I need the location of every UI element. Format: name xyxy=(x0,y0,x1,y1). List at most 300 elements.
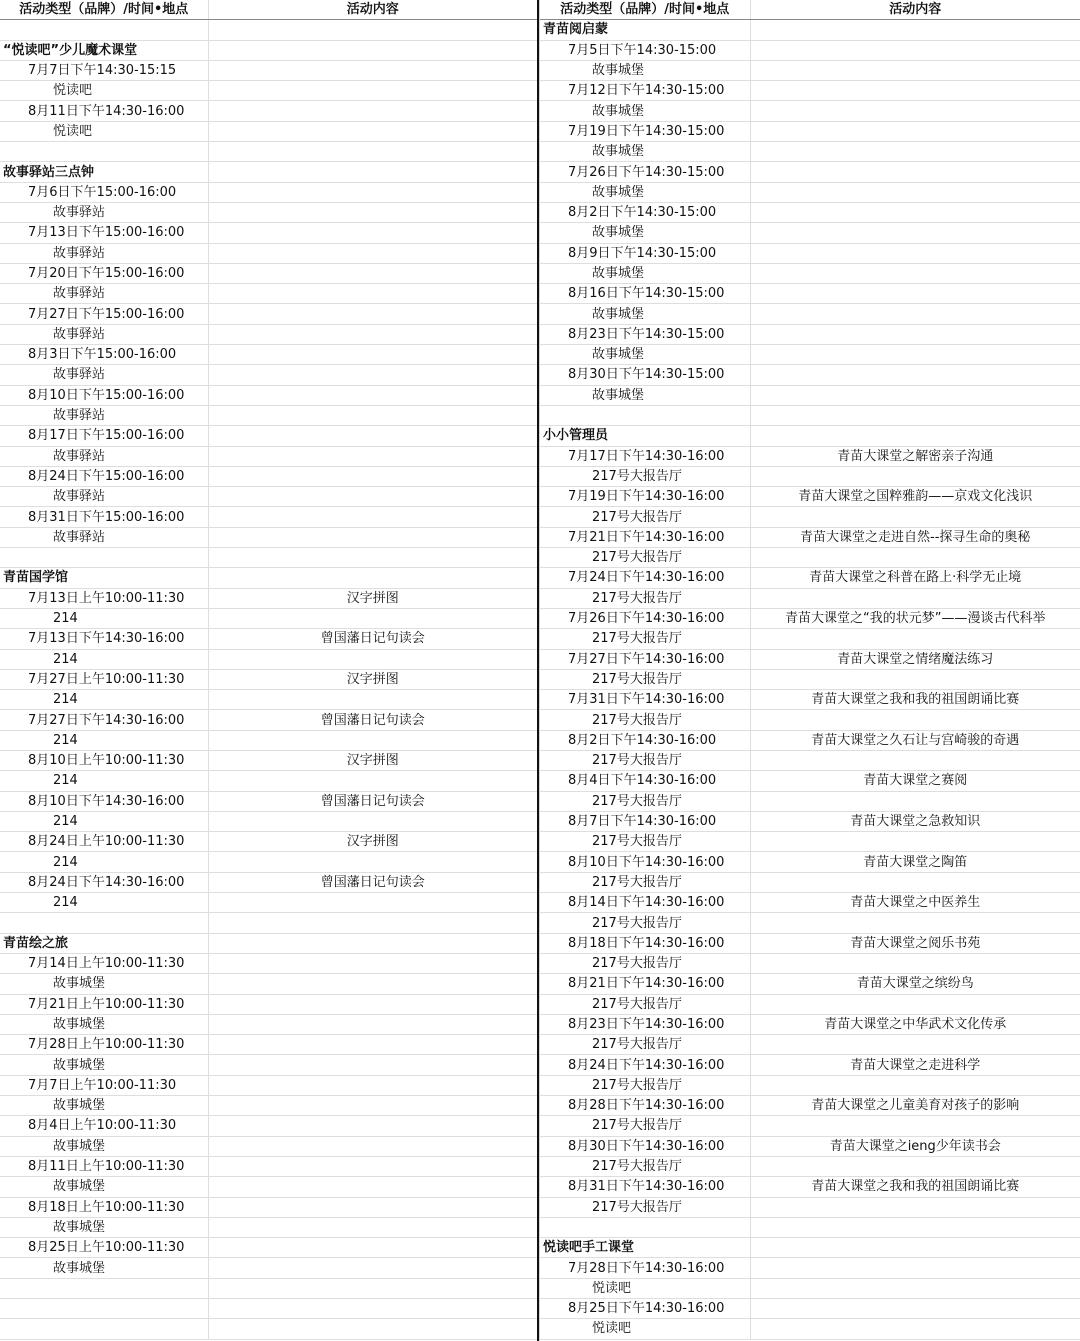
schedule-cell-type-time-place: 8月2日下午14:30-16:00 xyxy=(540,730,750,750)
schedule-row-place xyxy=(540,1116,1080,1136)
schedule-cell-content xyxy=(208,182,537,202)
schedule-cell-type-time-place: 214 xyxy=(0,771,208,791)
schedule-cell-content xyxy=(750,426,1080,446)
schedule-row-place xyxy=(0,690,537,710)
schedule-row-time xyxy=(540,365,1080,385)
schedule-cell-type-time-place xyxy=(0,1278,208,1298)
schedule-cell-content xyxy=(750,40,1080,60)
schedule-row-time xyxy=(0,953,537,973)
schedule-cell-content: 青苗大课堂之解密亲子沟通 xyxy=(750,446,1080,466)
schedule-row-time xyxy=(0,872,537,892)
right-schedule-table xyxy=(540,0,1080,1340)
schedule-cell-content xyxy=(750,385,1080,405)
schedule-cell-type-time-place: 217号大报告厅 xyxy=(540,548,750,568)
schedule-cell-content xyxy=(208,426,537,446)
schedule-row-blank xyxy=(0,1278,537,1298)
schedule-row-place xyxy=(540,345,1080,365)
schedule-cell-type-time-place: 7月27日上午10:00-11:30 xyxy=(0,669,208,689)
schedule-cell-content: 曾国藩日记句读会 xyxy=(208,710,537,730)
schedule-cell-content xyxy=(208,974,537,994)
schedule-cell-type-time-place: 7月12日下午14:30-15:00 xyxy=(540,81,750,101)
schedule-cell-type-time-place: 8月14日下午14:30-16:00 xyxy=(540,893,750,913)
schedule-cell-content: 青苗大课堂之走进科学 xyxy=(750,1055,1080,1075)
schedule-cell-content xyxy=(208,953,537,973)
schedule-cell-content xyxy=(208,101,537,121)
schedule-cell-type-time-place: 故事驿站 xyxy=(0,202,208,222)
schedule-cell-type-time-place: 8月2日下午14:30-15:00 xyxy=(540,202,750,222)
schedule-cell-type-time-place: 故事驿站 xyxy=(0,365,208,385)
header-col-content: 活动内容 xyxy=(750,0,1080,20)
schedule-row-place xyxy=(0,527,537,547)
schedule-cell-content: 曾国藩日记句读会 xyxy=(208,791,537,811)
schedule-row-place xyxy=(540,1197,1080,1217)
schedule-cell-content xyxy=(750,1217,1080,1237)
schedule-cell-type-time-place: 217号大报告厅 xyxy=(540,913,750,933)
schedule-cell-type-time-place: 故事城堡 xyxy=(540,101,750,121)
schedule-cell-type-time-place: 217号大报告厅 xyxy=(540,710,750,730)
schedule-cell-type-time-place: 故事城堡 xyxy=(0,1136,208,1156)
schedule-cell-type-time-place: 7月28日下午14:30-16:00 xyxy=(540,1258,750,1278)
schedule-row-time xyxy=(540,1177,1080,1197)
schedule-row-place xyxy=(0,202,537,222)
schedule-cell-content xyxy=(750,142,1080,162)
schedule-cell-content xyxy=(750,324,1080,344)
schedule-row-time xyxy=(540,162,1080,182)
schedule-cell-type-time-place: 217号大报告厅 xyxy=(540,588,750,608)
schedule-cell-type-time-place: 8月24日下午15:00-16:00 xyxy=(0,466,208,486)
schedule-cell-type-time-place: 8月30日下午14:30-16:00 xyxy=(540,1136,750,1156)
schedule-row-category xyxy=(540,426,1080,446)
schedule-row-time xyxy=(540,893,1080,913)
schedule-cell-type-time-place: 217号大报告厅 xyxy=(540,953,750,973)
schedule-row-place xyxy=(0,405,537,425)
schedule-cell-content xyxy=(208,40,537,60)
schedule-cell-content xyxy=(750,872,1080,892)
schedule-row-category xyxy=(540,1238,1080,1258)
schedule-cell-content xyxy=(208,243,537,263)
schedule-cell-content xyxy=(208,893,537,913)
schedule-cell-type-time-place: 小小管理员 xyxy=(540,426,750,446)
schedule-cell-content xyxy=(750,1299,1080,1319)
schedule-row-time xyxy=(540,974,1080,994)
schedule-cell-content xyxy=(750,223,1080,243)
schedule-cell-content xyxy=(208,466,537,486)
schedule-cell-type-time-place xyxy=(0,1319,208,1339)
schedule-row-place xyxy=(540,994,1080,1014)
schedule-cell-type-time-place: 故事城堡 xyxy=(0,1177,208,1197)
schedule-cell-type-time-place: 217号大报告厅 xyxy=(540,791,750,811)
schedule-cell-type-time-place: 8月31日下午14:30-16:00 xyxy=(540,1177,750,1197)
schedule-row-time xyxy=(540,1136,1080,1156)
schedule-cell-content xyxy=(208,690,537,710)
schedule-row-place xyxy=(0,893,537,913)
schedule-cell-type-time-place: 8月11日上午10:00-11:30 xyxy=(0,1156,208,1176)
schedule-cell-content xyxy=(208,568,537,588)
right-schedule-body xyxy=(540,20,1080,1339)
schedule-cell-type-time-place: 8月9日下午14:30-15:00 xyxy=(540,243,750,263)
schedule-row-time xyxy=(540,852,1080,872)
schedule-cell-type-time-place: 214 xyxy=(0,811,208,831)
schedule-cell-type-time-place: 悦读吧 xyxy=(0,81,208,101)
schedule-row-place xyxy=(540,1156,1080,1176)
schedule-row-place xyxy=(540,101,1080,121)
schedule-row-place xyxy=(0,1096,537,1116)
schedule-cell-content xyxy=(750,304,1080,324)
schedule-cell-type-time-place: 7月26日下午14:30-15:00 xyxy=(540,162,750,182)
schedule-row-place xyxy=(540,466,1080,486)
header-col-type-time-place: 活动类型（品牌）/时间•地点 xyxy=(0,0,208,20)
schedule-row-place xyxy=(540,1278,1080,1298)
schedule-cell-content xyxy=(750,20,1080,40)
schedule-cell-content: 青苗大课堂之缤纷鸟 xyxy=(750,974,1080,994)
schedule-cell-type-time-place xyxy=(0,20,208,40)
schedule-cell-content xyxy=(208,81,537,101)
schedule-cell-content xyxy=(750,913,1080,933)
schedule-cell-type-time-place: 217号大报告厅 xyxy=(540,750,750,770)
schedule-cell-type-time-place: 8月18日下午14:30-16:00 xyxy=(540,933,750,953)
schedule-row-place xyxy=(540,548,1080,568)
schedule-row-time xyxy=(0,466,537,486)
schedule-cell-content xyxy=(208,608,537,628)
schedule-cell-type-time-place: 故事城堡 xyxy=(540,142,750,162)
schedule-cell-type-time-place: 7月6日下午15:00-16:00 xyxy=(0,182,208,202)
right-header-row xyxy=(540,0,1080,20)
schedule-row-time xyxy=(540,568,1080,588)
schedule-cell-type-time-place: 7月24日下午14:30-16:00 xyxy=(540,568,750,588)
schedule-cell-content: 青苗大课堂之儿童美育对孩子的影响 xyxy=(750,1096,1080,1116)
schedule-cell-content xyxy=(750,1319,1080,1339)
schedule-cell-type-time-place: 故事城堡 xyxy=(0,974,208,994)
schedule-cell-type-time-place: 217号大报告厅 xyxy=(540,872,750,892)
schedule-cell-content xyxy=(208,162,537,182)
schedule-row-time xyxy=(540,1096,1080,1116)
schedule-cell-type-time-place: 8月25日上午10:00-11:30 xyxy=(0,1238,208,1258)
schedule-row-place xyxy=(540,872,1080,892)
schedule-row-blank xyxy=(0,20,537,40)
schedule-row-place xyxy=(0,608,537,628)
schedule-cell-type-time-place: 217号大报告厅 xyxy=(540,466,750,486)
schedule-cell-type-time-place: 故事驿站 xyxy=(0,487,208,507)
schedule-cell-type-time-place: 故事驿站 xyxy=(0,284,208,304)
schedule-cell-content xyxy=(208,142,537,162)
schedule-cell-content: 青苗大课堂之我和我的祖国朗诵比赛 xyxy=(750,1177,1080,1197)
schedule-cell-type-time-place: 214 xyxy=(0,730,208,750)
schedule-cell-type-time-place: 7月14日上午10:00-11:30 xyxy=(0,953,208,973)
schedule-row-time xyxy=(0,304,537,324)
schedule-row-time xyxy=(540,1014,1080,1034)
schedule-row-place xyxy=(540,1075,1080,1095)
schedule-cell-type-time-place: 214 xyxy=(0,852,208,872)
schedule-row-place xyxy=(540,710,1080,730)
schedule-cell-type-time-place: 7月19日下午14:30-16:00 xyxy=(540,487,750,507)
schedule-cell-content xyxy=(750,629,1080,649)
schedule-cell-type-time-place: 故事驿站 xyxy=(0,324,208,344)
schedule-cell-type-time-place: 7月7日上午10:00-11:30 xyxy=(0,1075,208,1095)
schedule-cell-type-time-place: 7月13日下午15:00-16:00 xyxy=(0,223,208,243)
schedule-cell-type-time-place: “悦读吧”少儿魔术课堂 xyxy=(0,40,208,60)
schedule-row-time xyxy=(540,608,1080,628)
schedule-cell-content xyxy=(208,1238,537,1258)
schedule-cell-content xyxy=(208,913,537,933)
schedule-cell-type-time-place: 故事城堡 xyxy=(0,1014,208,1034)
schedule-row-place xyxy=(540,304,1080,324)
schedule-cell-content xyxy=(208,1055,537,1075)
schedule-cell-content: 青苗大课堂之ieng少年读书会 xyxy=(750,1136,1080,1156)
schedule-row-time xyxy=(0,263,537,283)
schedule-row-place xyxy=(540,142,1080,162)
schedule-row-time xyxy=(0,791,537,811)
schedule-row-time xyxy=(540,202,1080,222)
schedule-cell-type-time-place: 7月31日下午14:30-16:00 xyxy=(540,690,750,710)
schedule-row-time xyxy=(0,426,537,446)
schedule-cell-content: 青苗大课堂之急救知识 xyxy=(750,811,1080,831)
schedule-row-place xyxy=(0,365,537,385)
schedule-cell-type-time-place: 7月13日下午14:30-16:00 xyxy=(0,629,208,649)
schedule-cell-content xyxy=(208,1197,537,1217)
schedule-cell-type-time-place: 7月5日下午14:30-15:00 xyxy=(540,40,750,60)
schedule-cell-type-time-place: 8月3日下午15:00-16:00 xyxy=(0,345,208,365)
schedule-row-place xyxy=(540,832,1080,852)
schedule-row-time xyxy=(540,933,1080,953)
schedule-row-place xyxy=(0,243,537,263)
schedule-row-place xyxy=(0,487,537,507)
schedule-cell-type-time-place: 7月27日下午14:30-16:00 xyxy=(540,649,750,669)
schedule-cell-content xyxy=(208,121,537,141)
schedule-cell-content xyxy=(208,1035,537,1055)
schedule-cell-type-time-place: 7月27日下午15:00-16:00 xyxy=(0,304,208,324)
schedule-cell-content: 汉字拼图 xyxy=(208,588,537,608)
header-col-type-time-place: 活动类型（品牌）/时间•地点 xyxy=(540,0,750,20)
schedule-row-time xyxy=(540,284,1080,304)
schedule-cell-type-time-place: 8月16日下午14:30-15:00 xyxy=(540,284,750,304)
schedule-row-category xyxy=(540,20,1080,40)
schedule-row-time xyxy=(0,1156,537,1176)
schedule-cell-content: 青苗大课堂之阅乐书苑 xyxy=(750,933,1080,953)
schedule-cell-type-time-place: 8月23日下午14:30-16:00 xyxy=(540,1014,750,1034)
schedule-row-category xyxy=(0,162,537,182)
schedule-cell-content xyxy=(208,20,537,40)
schedule-cell-content: 青苗大课堂之赛阅 xyxy=(750,771,1080,791)
schedule-row-place xyxy=(0,649,537,669)
schedule-cell-content: 青苗大课堂之国粹雅韵——京戏文化浅识 xyxy=(750,487,1080,507)
schedule-row-time xyxy=(540,40,1080,60)
schedule-cell-type-time-place: 故事驿站 xyxy=(0,405,208,425)
schedule-cell-type-time-place: 悦读吧手工课堂 xyxy=(540,1238,750,1258)
schedule-cell-content xyxy=(208,1096,537,1116)
schedule-row-time xyxy=(540,649,1080,669)
schedule-cell-type-time-place: 8月10日下午14:30-16:00 xyxy=(0,791,208,811)
schedule-cell-type-time-place: 悦读吧 xyxy=(0,121,208,141)
schedule-cell-content xyxy=(750,710,1080,730)
schedule-row-time xyxy=(0,101,537,121)
schedule-cell-content xyxy=(750,345,1080,365)
schedule-cell-content xyxy=(750,243,1080,263)
schedule-cell-type-time-place: 7月20日下午15:00-16:00 xyxy=(0,263,208,283)
schedule-row-time xyxy=(540,690,1080,710)
schedule-row-place xyxy=(0,1136,537,1156)
schedule-row-place xyxy=(0,1177,537,1197)
schedule-cell-content xyxy=(750,60,1080,80)
schedule-row-place xyxy=(540,629,1080,649)
schedule-cell-content xyxy=(750,1197,1080,1217)
schedule-cell-content xyxy=(750,588,1080,608)
schedule-cell-content xyxy=(208,1156,537,1176)
schedule-cell-type-time-place: 7月7日下午14:30-15:15 xyxy=(0,60,208,80)
schedule-cell-type-time-place: 故事城堡 xyxy=(540,60,750,80)
schedule-cell-content xyxy=(750,1156,1080,1176)
schedule-cell-content xyxy=(208,1116,537,1136)
schedule-row-time xyxy=(0,1035,537,1055)
schedule-row-place xyxy=(540,223,1080,243)
schedule-row-time xyxy=(0,832,537,852)
left-schedule-body xyxy=(0,20,537,1339)
schedule-row-time xyxy=(540,487,1080,507)
schedule-cell-type-time-place: 7月21日上午10:00-11:30 xyxy=(0,994,208,1014)
schedule-row-time xyxy=(540,811,1080,831)
schedule-row-time xyxy=(540,771,1080,791)
schedule-cell-type-time-place: 217号大报告厅 xyxy=(540,1156,750,1176)
schedule-cell-content: 青苗大课堂之中华武术文化传承 xyxy=(750,1014,1080,1034)
schedule-cell-content: 青苗大课堂之久石让与宫崎骏的奇遇 xyxy=(750,730,1080,750)
schedule-cell-content xyxy=(208,1014,537,1034)
schedule-cell-content xyxy=(208,1258,537,1278)
schedule-cell-content xyxy=(208,446,537,466)
schedule-cell-content xyxy=(208,771,537,791)
schedule-cell-content xyxy=(208,1319,537,1339)
schedule-cell-content: 青苗大课堂之我和我的祖国朗诵比赛 xyxy=(750,690,1080,710)
schedule-row-blank xyxy=(540,405,1080,425)
schedule-cell-type-time-place: 故事城堡 xyxy=(0,1096,208,1116)
schedule-cell-type-time-place: 8月24日下午14:30-16:00 xyxy=(540,1055,750,1075)
schedule-cell-content xyxy=(208,365,537,385)
schedule-cell-type-time-place: 217号大报告厅 xyxy=(540,507,750,527)
schedule-row-place xyxy=(540,60,1080,80)
schedule-cell-content xyxy=(750,263,1080,283)
schedule-row-blank xyxy=(0,1299,537,1319)
schedule-row-place xyxy=(540,263,1080,283)
left-header-row xyxy=(0,0,537,20)
schedule-cell-type-time-place: 7月27日下午14:30-16:00 xyxy=(0,710,208,730)
schedule-cell-content xyxy=(750,405,1080,425)
schedule-row-place xyxy=(0,81,537,101)
schedule-row-time xyxy=(540,730,1080,750)
schedule-cell-content xyxy=(750,1116,1080,1136)
schedule-cell-type-time-place: 7月17日下午14:30-16:00 xyxy=(540,446,750,466)
schedule-cell-type-time-place: 8月21日下午14:30-16:00 xyxy=(540,974,750,994)
schedule-cell-type-time-place: 故事城堡 xyxy=(0,1258,208,1278)
schedule-cell-content xyxy=(750,548,1080,568)
schedule-cell-content xyxy=(208,304,537,324)
schedule-cell-content xyxy=(208,527,537,547)
schedule-cell-content xyxy=(208,933,537,953)
schedule-cell-content xyxy=(750,81,1080,101)
schedule-cell-type-time-place: 8月31日下午15:00-16:00 xyxy=(0,507,208,527)
schedule-cell-type-time-place: 故事驿站三点钟 xyxy=(0,162,208,182)
schedule-cell-type-time-place: 217号大报告厅 xyxy=(540,669,750,689)
schedule-row-time xyxy=(540,1258,1080,1278)
schedule-cell-content xyxy=(208,487,537,507)
schedule-cell-type-time-place: 故事驿站 xyxy=(0,243,208,263)
left-schedule-table xyxy=(0,0,537,1340)
schedule-cell-content: 青苗大课堂之陶笛 xyxy=(750,852,1080,872)
schedule-row-time xyxy=(540,1055,1080,1075)
schedule-cell-type-time-place xyxy=(540,1217,750,1237)
schedule-cell-type-time-place: 故事城堡 xyxy=(540,345,750,365)
schedule-row-blank xyxy=(0,1319,537,1339)
schedule-cell-content: 曾国藩日记句读会 xyxy=(208,872,537,892)
schedule-cell-type-time-place xyxy=(0,548,208,568)
schedule-row-time xyxy=(0,1116,537,1136)
schedule-cell-content xyxy=(208,994,537,1014)
schedule-cell-type-time-place: 故事城堡 xyxy=(0,1217,208,1237)
schedule-row-category xyxy=(0,568,537,588)
schedule-row-time xyxy=(0,60,537,80)
schedule-cell-type-time-place: 故事驿站 xyxy=(0,527,208,547)
schedule-cell-content xyxy=(208,1075,537,1095)
schedule-cell-type-time-place: 217号大报告厅 xyxy=(540,1035,750,1055)
schedule-cell-type-time-place: 217号大报告厅 xyxy=(540,994,750,1014)
schedule-cell-type-time-place: 8月24日上午10:00-11:30 xyxy=(0,832,208,852)
schedule-cell-content xyxy=(750,284,1080,304)
schedule-cell-type-time-place xyxy=(540,405,750,425)
left-schedule-sheet xyxy=(0,0,538,1341)
schedule-cell-type-time-place: 悦读吧 xyxy=(540,1319,750,1339)
schedule-row-place xyxy=(540,507,1080,527)
schedule-cell-type-time-place: 214 xyxy=(0,893,208,913)
schedule-cell-type-time-place: 217号大报告厅 xyxy=(540,1116,750,1136)
schedule-cell-type-time-place: 8月4日下午14:30-16:00 xyxy=(540,771,750,791)
schedule-cell-content xyxy=(750,1238,1080,1258)
schedule-cell-content xyxy=(750,507,1080,527)
schedule-cell-type-time-place: 217号大报告厅 xyxy=(540,1075,750,1095)
schedule-cell-content xyxy=(750,182,1080,202)
schedule-row-time xyxy=(540,324,1080,344)
schedule-row-time xyxy=(540,243,1080,263)
schedule-row-time xyxy=(0,588,537,608)
schedule-row-blank xyxy=(0,142,537,162)
schedule-cell-content xyxy=(750,832,1080,852)
schedule-cell-type-time-place: 故事城堡 xyxy=(540,263,750,283)
schedule-row-time xyxy=(0,669,537,689)
schedule-cell-content xyxy=(750,1075,1080,1095)
schedule-cell-type-time-place: 7月21日下午14:30-16:00 xyxy=(540,527,750,547)
schedule-row-time xyxy=(0,710,537,730)
schedule-cell-content xyxy=(208,1136,537,1156)
schedule-row-place xyxy=(0,324,537,344)
schedule-cell-type-time-place: 7月19日下午14:30-15:00 xyxy=(540,121,750,141)
schedule-cell-content xyxy=(208,1299,537,1319)
schedule-cell-type-time-place: 8月11日下午14:30-16:00 xyxy=(0,101,208,121)
schedule-cell-content: 汉字拼图 xyxy=(208,832,537,852)
schedule-row-time xyxy=(540,81,1080,101)
schedule-row-time xyxy=(0,182,537,202)
schedule-cell-content xyxy=(208,385,537,405)
schedule-row-place xyxy=(540,182,1080,202)
schedule-row-place xyxy=(540,953,1080,973)
schedule-cell-content xyxy=(208,852,537,872)
schedule-row-time xyxy=(540,527,1080,547)
schedule-row-place xyxy=(540,385,1080,405)
schedule-cell-type-time-place: 214 xyxy=(0,608,208,628)
schedule-cell-content xyxy=(208,324,537,344)
schedule-cell-content xyxy=(750,669,1080,689)
schedule-row-time xyxy=(0,385,537,405)
schedule-row-time xyxy=(0,345,537,365)
schedule-cell-content xyxy=(208,223,537,243)
schedule-row-place xyxy=(0,1055,537,1075)
schedule-row-place xyxy=(540,1035,1080,1055)
schedule-cell-content xyxy=(208,284,537,304)
